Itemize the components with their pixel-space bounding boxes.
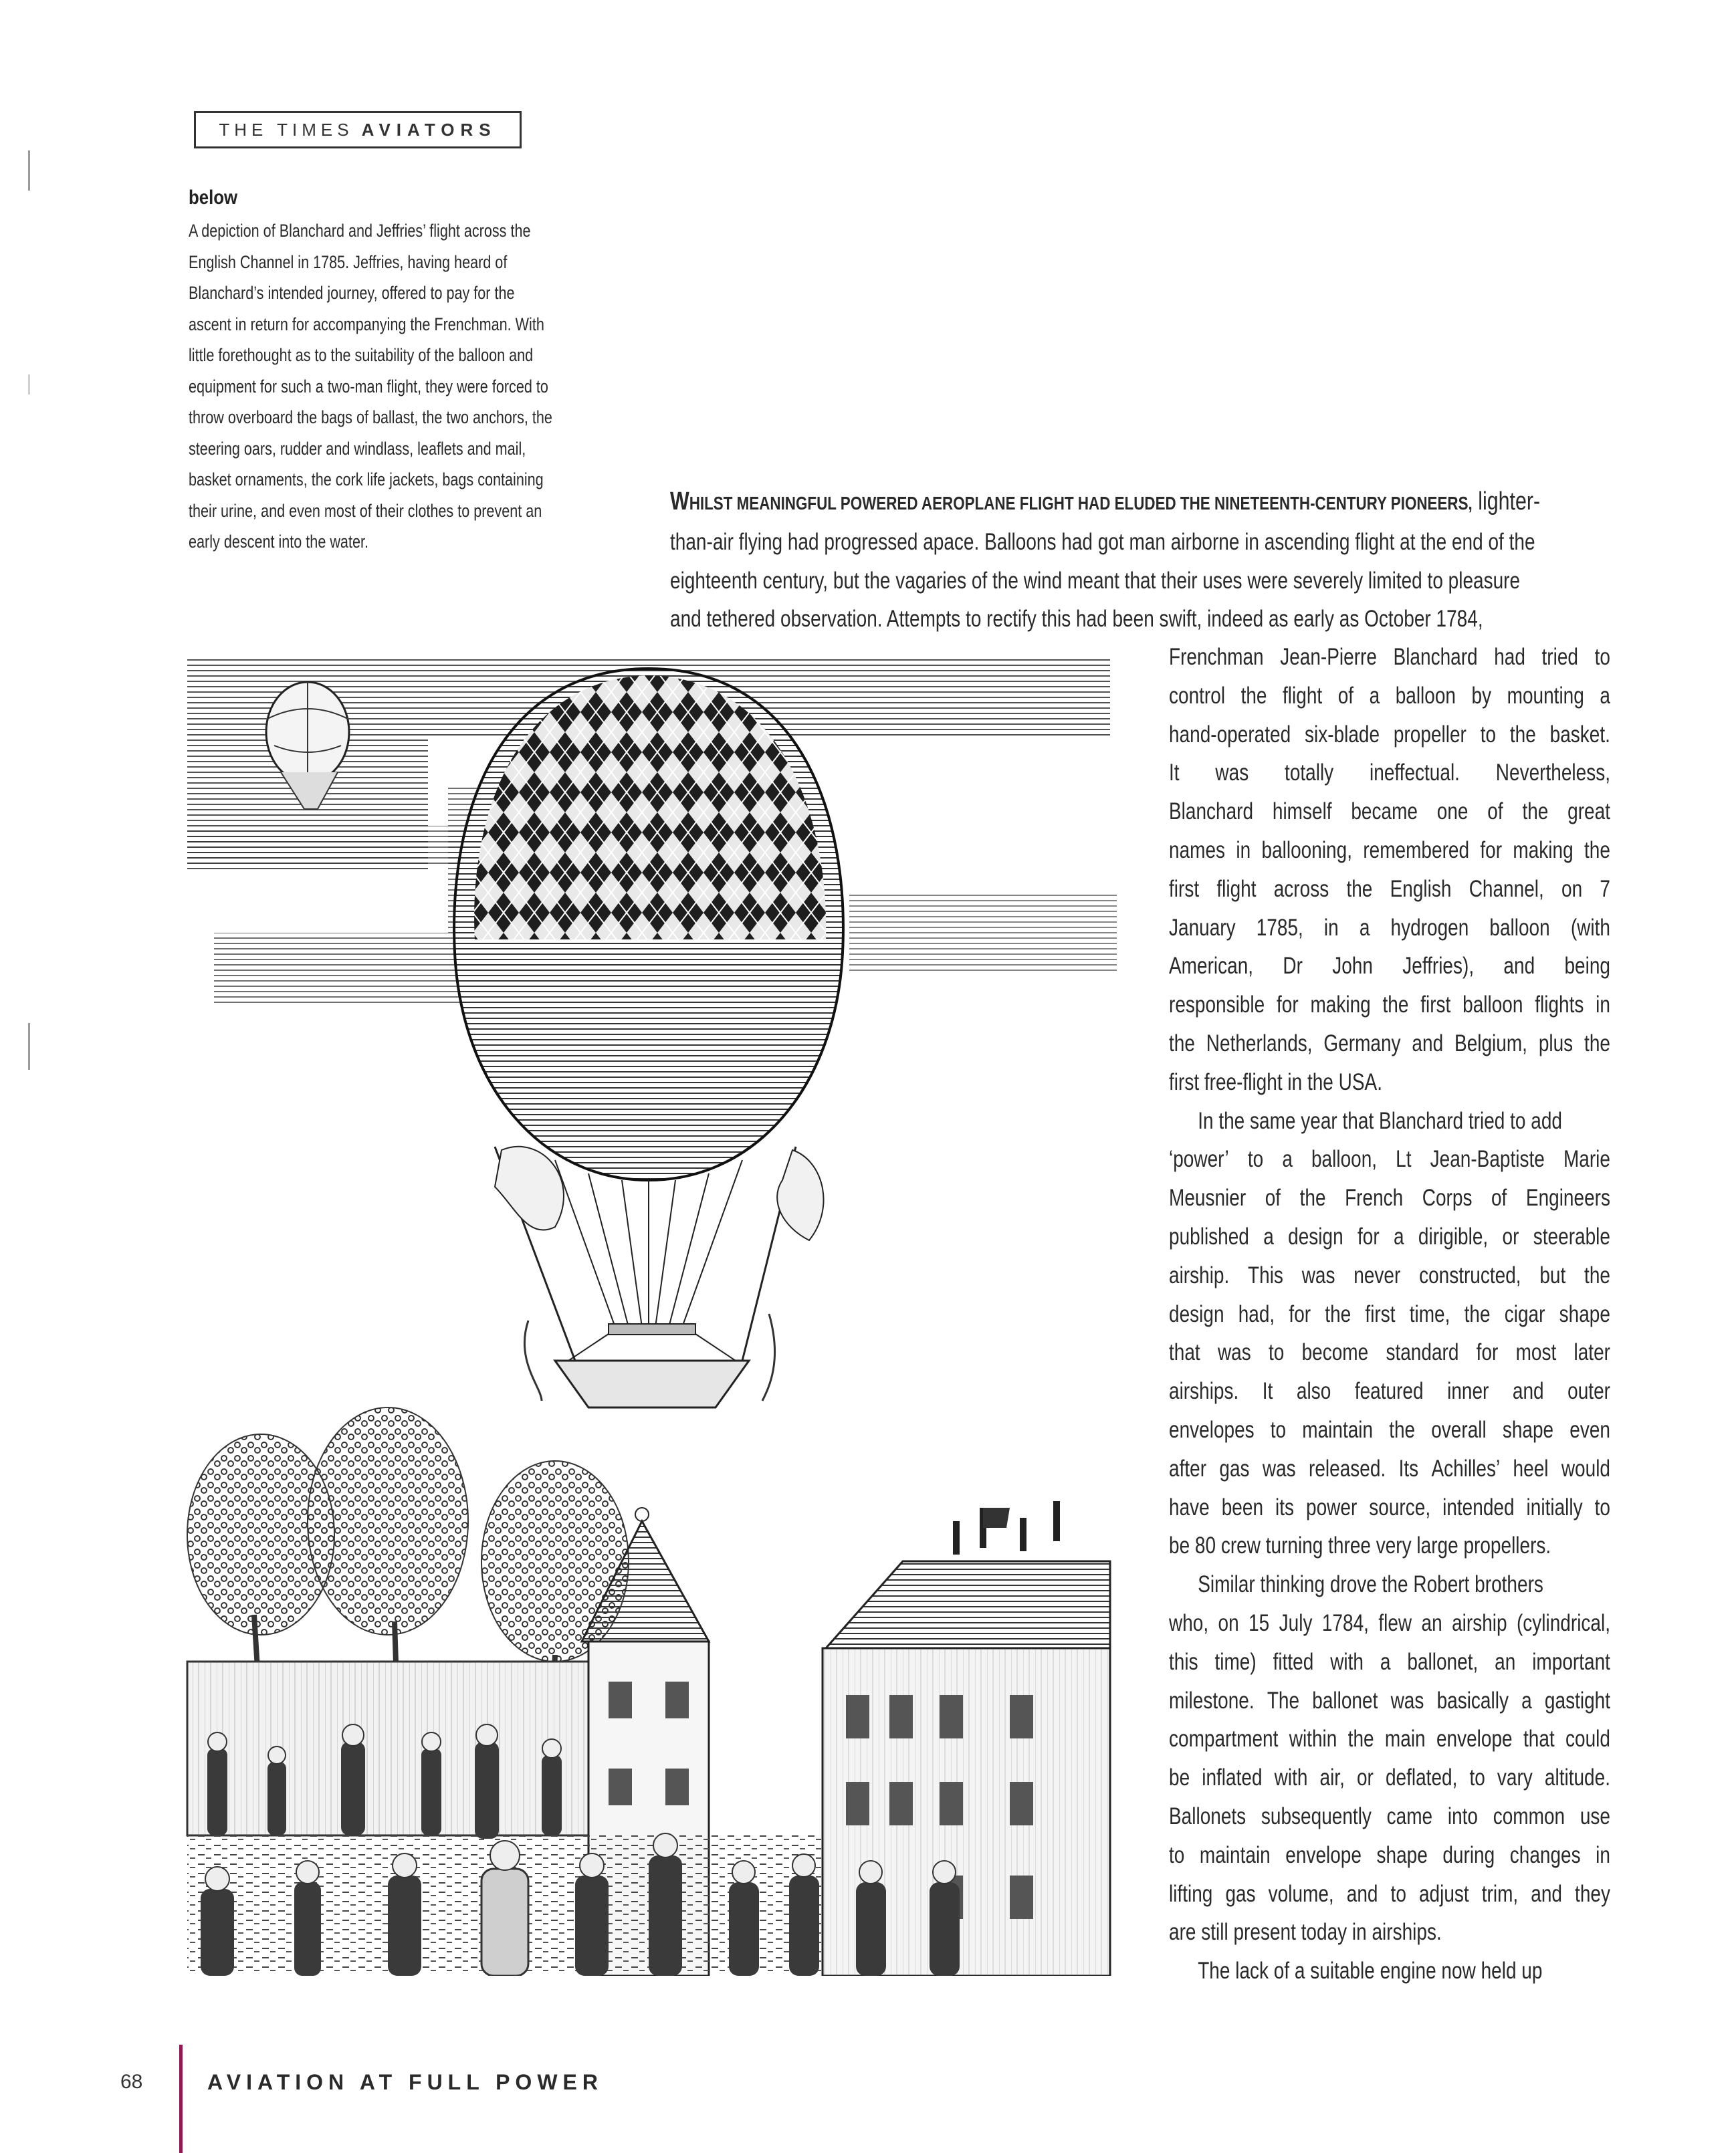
balloon-engraving-illustration	[181, 652, 1117, 1976]
column-line: American, Dr John Jeffries), and being	[1169, 953, 1610, 980]
caption-line: little forethought as to the suitability of the balloon and	[189, 345, 534, 365]
series-name: THE TIMES	[219, 119, 354, 140]
page-number: 68	[120, 2071, 143, 2093]
caption-line: throw overboard the bags of ballast, the two anchors, the	[189, 407, 552, 427]
series-header-box	[194, 111, 522, 148]
footer-accent-bar	[179, 2045, 183, 2153]
column-line: published a design for a dirigible, or steerable	[1169, 1223, 1610, 1250]
column-line: have been its power source, intended initially to	[1169, 1494, 1610, 1520]
margin-mark	[28, 150, 30, 191]
column-line: responsible for making the first balloon flights in	[1169, 992, 1610, 1018]
column-line: that was to become standard for most later	[1169, 1339, 1610, 1366]
margin-mark	[28, 374, 30, 394]
paragraph-first-line: Similar thinking drove the Robert brothers	[1198, 1571, 1543, 1598]
column-line: Ballonets subsequently came into common use	[1169, 1803, 1610, 1829]
caption-line: Blanchard’s intended journey, offered to pay for the	[189, 283, 515, 303]
column-line: airships. It also featured inner and outer	[1169, 1378, 1610, 1405]
column-line: January 1785, in a hydrogen balloon (with	[1169, 914, 1610, 941]
caption-line: A depiction of Blanchard and Jeffries’ flight across the	[189, 221, 531, 241]
column-line: Meusnier of the French Corps of Engineers	[1169, 1185, 1610, 1212]
intro-line: than-air flying had progressed apace. Balloons had got man airborne in ascending flight at the end of the	[670, 528, 1535, 555]
column-line: names in ballooning, remembered for making the	[1169, 836, 1610, 863]
column-line: first flight across the English Channel, on 7	[1169, 875, 1610, 902]
column-line: compartment within the main envelope that could	[1169, 1726, 1610, 1752]
column-line: ‘power’ to a balloon, Lt Jean-Baptiste Marie	[1169, 1146, 1610, 1173]
column-line: who, on 15 July 1784, flew an airship (cylindrical,	[1169, 1609, 1610, 1636]
image-caption	[189, 185, 637, 558]
column-line: be inflated with air, or deflated, to vary altitude.	[1169, 1765, 1610, 1791]
body-column	[1169, 638, 1610, 1991]
intro-line: WHILST MEANINGFUL POWERED AEROPLANE FLIGHT HAD ELUDED THE NINETEENTH-CENTURY PIONEERS, lighter-	[670, 487, 1541, 516]
intro-line: and tethered observation. Attempts to rectify this had been swift, indeed as early as October 1784,	[670, 606, 1483, 633]
column-line: control the flight of a balloon by mounting a	[1169, 682, 1610, 709]
column-line: this time) fitted with a ballonet, an important	[1169, 1648, 1610, 1675]
series-title: AVIATORS	[361, 119, 497, 140]
column-line: airship. This was never constructed, but the	[1169, 1262, 1610, 1288]
column-line: lifting gas volume, and to adjust trim, and they	[1169, 1880, 1610, 1907]
column-line: are still present today in airships.	[1169, 1919, 1442, 1946]
intro-paragraph	[670, 483, 1613, 639]
caption-line: steering oars, rudder and windlass, leaflets and mail,	[189, 438, 526, 459]
column-line: Blanchard himself became one of the great	[1169, 798, 1610, 825]
column-line: hand-operated six-blade propeller to the basket.	[1169, 721, 1610, 748]
column-line: envelopes to maintain the overall shape even	[1169, 1416, 1610, 1443]
lead-in: WHILST MEANINGFUL POWERED AEROPLANE FLIGHT HAD ELUDED THE NINETEENTH-CENTURY PIONEERS,	[670, 487, 1473, 516]
caption-body	[189, 215, 637, 558]
caption-line: their urine, and even most of their clothes to prevent an	[189, 500, 542, 521]
column-line: the Netherlands, Germany and Belgium, plus the	[1169, 1030, 1610, 1056]
caption-line: basket ornaments, the cork life jackets, bags containing	[189, 469, 544, 489]
caption-line: equipment for such a two-man flight, they were forced to	[189, 376, 548, 396]
caption-line: ascent in return for accompanying the Frenchman. With	[189, 314, 544, 334]
margin-mark	[28, 1023, 30, 1070]
caption-line: English Channel in 1785. Jeffries, having heard of	[189, 251, 508, 272]
column-line: Frenchman Jean-Pierre Blanchard had tried to	[1169, 644, 1610, 670]
paragraph-first-line: In the same year that Blanchard tried to add	[1198, 1107, 1562, 1134]
running-footer-title: AVIATION AT FULL POWER	[207, 2070, 603, 2094]
paragraph-first-line: The lack of a suitable engine now held up	[1198, 1958, 1543, 1985]
caption-line: early descent into the water.	[189, 532, 368, 552]
intro-line: eighteenth century, but the vagaries of the wind meant that their uses were severely limited to pleasure	[670, 567, 1521, 594]
column-line: design had, for the first time, the cigar shape	[1169, 1300, 1610, 1327]
column-line: first free-flight in the USA.	[1169, 1068, 1383, 1095]
column-line: be 80 crew turning three very large propellers.	[1169, 1533, 1551, 1559]
column-line: after gas was released. Its Achilles’ heel would	[1169, 1455, 1610, 1482]
caption-heading: below	[189, 187, 238, 209]
column-line: It was totally ineffectual. Nevertheless,	[1169, 760, 1610, 786]
column-line: to maintain envelope shape during changes in	[1169, 1841, 1610, 1868]
column-line: milestone. The ballonet was basically a gastight	[1169, 1687, 1610, 1714]
